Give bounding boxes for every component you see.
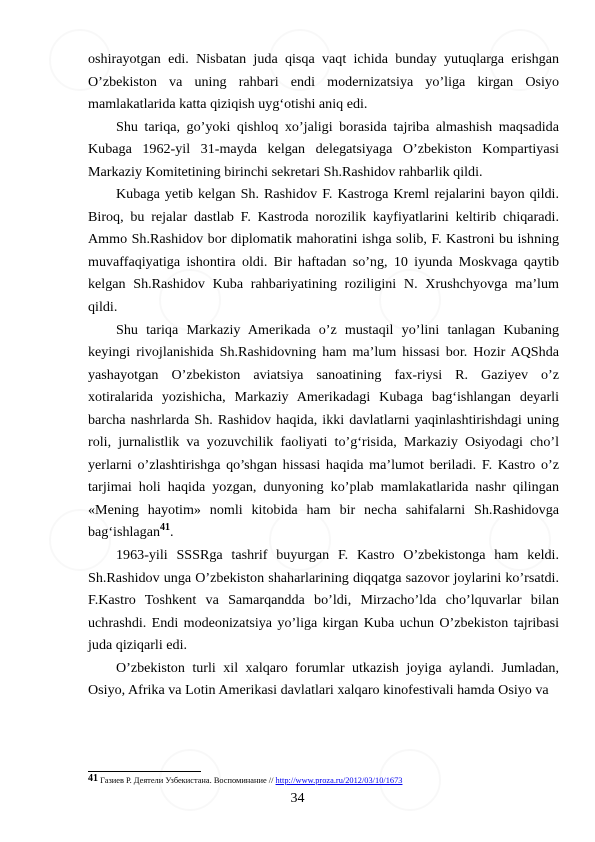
paragraph-text: Shu tariqa Markaziy Amerikada o’z mustaqil yo’lini tanlagan Kubaning keyingi rivojlanishida Sh.Rashidovning ham ma’lum hissasi bor. Hozir AQShda yashayotgan O’zbekiston aviatsiya sanoatining fax-riysi R. Gaziyev o’z xotiralarida yozishicha, Markaziy Amerikadagi Kubaga bag‘ishlangan deyarli barcha nashrlarda Sh. Rashidov haqida, ikki davlatlarni yaqinlashtirishdagi uning roli, jurnalistlik va yozuvchilik faoliyati to’g‘risida, Markaziy Osiyodagi cho’l yerlarni o’zlashtirishga qo’shgan hissasi haqida ma’lumot beriladi. F. Kastro o’z tarjimai holi haqida yozgan, dunyoning ko’plab mamlakatlarida nashr qilingan «Mening hayotim» nomli kitobida ham bir necha sahifalarni Sh.Rashidovga bag‘ishlagan xyxy=(88,321,559,541)
footnote-link[interactable]: http://www.proza.ru/2012/03/10/1673 xyxy=(275,776,403,785)
paragraph: oshirayotgan edi. Nisbatan juda qisqa vaqt ichida bunday yutuqlarga erishgan O’zbekiston va uning rahbari endi modernizatsiya yo’liga kirgan Osiyo mamlakatlarida katta qiziqish uyg‘otishi aniq edi. xyxy=(88,51,559,113)
page-number: 34 xyxy=(290,791,305,806)
footnote-text: Газиев Р. Деятели Узбекистана. Воспоминание // xyxy=(98,776,276,785)
footnote-separator xyxy=(88,771,201,772)
footnote-marker: 41 xyxy=(88,773,98,784)
paragraph xyxy=(88,319,559,544)
footnote xyxy=(88,773,559,787)
paragraph: Kubaga yetib kelgan Sh. Rashidov F. Kastroga Kreml rejalarini bayon qildi. Biroq, bu rejalar dastlab F. Kastroda norozilik kayfiyatlarini keltirib chiqaradi. Ammo Sh.Rashidov bor diplomatik mahoratini ishga solib, F. Kastroni bu ishning muvaffaqiyatiga ishontira oldi. Bir haftadan so’ng, 10 iyunda Moskvaga qaytib kelgan Sh.Rashidov Kuba rahbariyatining roziligini N. Xrushchyovga ma’lum qildi. xyxy=(88,186,559,316)
paragraph: O’zbekiston turli xil xalqaro forumlar utkazish joyiga aylandi. Jumladan, Osiyo, Afrika va Lotin Amerikasi davlatlari xalqaro kinofestivali hamda Osiyo va xyxy=(88,659,559,699)
paragraph: 1963-yili SSSRga tashrif buyurgan F. Kastro O’zbekistonga ham keldi. Sh.Rashidov unga O’zbekiston shaharlarining diqqatga sazovor joylarini ko’rsatdi. F.Kastro Toshkent va Samarqandda bo’ldi, Mirzacho’lda cho’lquvarlar bilan uchrashdi. Endi modeonizatsiya yo’liga kirgan Kuba uchun O’zbekiston tajribasi juda qiziqarli edi. xyxy=(88,547,559,654)
main-text xyxy=(88,48,559,702)
footnote-reference[interactable]: 41 xyxy=(160,522,171,534)
paragraph-end-punctuation: . xyxy=(170,524,174,541)
paragraph: Shu tariqa, go’yoki qishloq xo’jaligi borasida tajriba almashish maqsadida Kubaga 1962-yil 31-mayda kelgan delegatsiyaga O’zbekiston Kompartiyasi Markaziy Komitetining birinchi sekretari Sh.Rashidov rahbarlik qildi. xyxy=(88,118,559,180)
